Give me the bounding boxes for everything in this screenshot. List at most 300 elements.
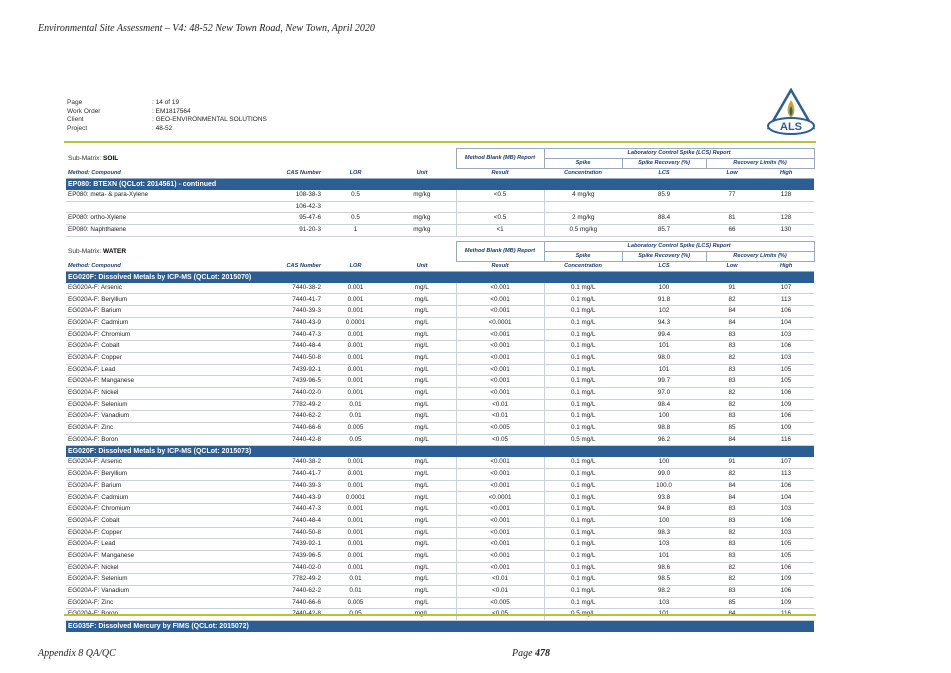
meta-value: : GEO-ENVIRONMENTAL SOLUTIONS (152, 116, 267, 124)
column-header-mb-result: Result (456, 261, 544, 271)
column-header-lor: LOR (323, 169, 388, 179)
table-row (66, 480, 814, 492)
mb-result: <0.001 (456, 387, 544, 399)
recovery-low (706, 201, 758, 213)
meta-label: Page (67, 99, 83, 106)
meta-row (67, 108, 267, 117)
cas-number: 7440-66-6 (216, 597, 323, 609)
mb-result: <0.01 (456, 399, 544, 411)
unit: mg/kg (388, 190, 456, 201)
lor: 0.001 (323, 515, 388, 527)
table-row (66, 317, 814, 329)
lor: 1 (323, 225, 388, 237)
table-row (66, 527, 814, 539)
recovery-high: 104 (758, 317, 814, 329)
als-logo (765, 88, 817, 138)
mb-result: <0.001 (456, 352, 544, 364)
meta-label: Client (67, 116, 84, 124)
meta-label: Work Order (67, 107, 101, 115)
lor: 0.001 (323, 527, 388, 539)
mb-result: <0.001 (456, 539, 544, 551)
compound: EG020A-F: Barium (66, 480, 216, 492)
column-header-high: High (758, 169, 814, 179)
lcs-recovery: 98.3 (622, 527, 706, 539)
recovery-high: 104 (758, 492, 814, 504)
lcs-recovery: 85.9 (622, 190, 706, 201)
recovery-low: 84 (706, 492, 758, 504)
table-row (66, 352, 814, 364)
page-number: Page 478 (512, 648, 551, 659)
spike-concentration: 0.1 mg/L (544, 504, 622, 516)
compound: EG020A-F: Zinc (66, 423, 216, 435)
spike-concentration: 0.1 mg/L (544, 283, 622, 294)
lcs-recovery: 98.6 (622, 562, 706, 574)
cas-number: 7440-50-8 (216, 527, 323, 539)
cas-number: 7440-62-2 (216, 585, 323, 597)
lor: 0.001 (323, 364, 388, 376)
mb-result: <0.001 (456, 480, 544, 492)
column-header-method: Method: Compound (66, 261, 216, 271)
mb-result: <0.05 (456, 434, 544, 446)
table-row (66, 399, 814, 411)
cas-number: 7440-38-2 (216, 457, 323, 468)
mb-result: <0.5 (456, 213, 544, 225)
cas-number: 7440-41-7 (216, 294, 323, 306)
spike-header: Spike (544, 159, 622, 169)
recovery-low: 82 (706, 574, 758, 586)
recovery-low: 82 (706, 469, 758, 481)
sub-matrix-label: Sub-Matrix: WATER (68, 247, 127, 255)
mb-result: <0.001 (456, 457, 544, 468)
lcs-recovery: 94.8 (622, 504, 706, 516)
compound: EG020A-F: Beryllium (66, 294, 216, 306)
lcs-recovery: 101 (622, 550, 706, 562)
lor: 0.001 (323, 562, 388, 574)
column-header-cas: CAS Number (216, 169, 323, 179)
spike-concentration: 0.1 mg/L (544, 492, 622, 504)
recovery-high: 107 (758, 457, 814, 468)
spike-concentration: 0.5 mg/L (544, 434, 622, 446)
unit: mg/kg (388, 225, 456, 237)
compound: EG020A-F: Lead (66, 539, 216, 551)
lor: 0.5 (323, 213, 388, 225)
lcs-recovery: 101 (622, 341, 706, 353)
mb-group-header: Method Blank (MB) Report (456, 241, 544, 261)
mb-result: <0.001 (456, 376, 544, 388)
mb-result: <0.0001 (456, 492, 544, 504)
recovery-high: 105 (758, 550, 814, 562)
cas-number: 7440-47-3 (216, 329, 323, 341)
recovery-low: 83 (706, 341, 758, 353)
cas-number: 95-47-6 (216, 213, 323, 225)
recovery-low: 84 (706, 306, 758, 318)
cas-number: 7440-43-9 (216, 492, 323, 504)
mb-result: <0.001 (456, 562, 544, 574)
meta-label: Project (67, 124, 88, 132)
recovery-high: 109 (758, 399, 814, 411)
unit: mg/L (388, 317, 456, 329)
spike-concentration: 0.1 mg/L (544, 597, 622, 609)
cas-number: 7439-92-1 (216, 539, 323, 551)
cas-number: 106-42-3 (216, 201, 323, 213)
unit: mg/L (388, 387, 456, 399)
group-header-row (66, 241, 814, 251)
unit: mg/L (388, 283, 456, 294)
compound: EG020A-F: Arsenic (66, 457, 216, 468)
mb-group-header: Method Blank (MB) Report (456, 149, 544, 169)
unit: mg/L (388, 376, 456, 388)
unit: mg/L (388, 585, 456, 597)
cas-number: 7782-49-2 (216, 574, 323, 586)
cas-number: 7439-96-5 (216, 376, 323, 388)
table-row (66, 585, 814, 597)
cas-number: 7440-02-0 (216, 562, 323, 574)
recovery-low: 82 (706, 527, 758, 539)
lor: 0.001 (323, 376, 388, 388)
column-header-lor: LOR (323, 261, 388, 271)
cas-number: 7440-39-3 (216, 480, 323, 492)
table-row (66, 294, 814, 306)
recovery-high: 103 (758, 504, 814, 516)
lcs-recovery: 98.0 (622, 352, 706, 364)
cas-number: 7439-96-5 (216, 550, 323, 562)
recovery-low: 83 (706, 585, 758, 597)
section-title: EP080: BTEXN (QCLot: 2014561) - continued (66, 179, 814, 191)
recovery-high: 105 (758, 376, 814, 388)
unit: mg/L (388, 504, 456, 516)
compound: EG020A-F: Selenium (66, 574, 216, 586)
lcs-recovery: 100 (622, 411, 706, 423)
recovery-low: 84 (706, 317, 758, 329)
compound (66, 201, 216, 213)
spike-concentration: 0.1 mg/L (544, 550, 622, 562)
column-header-mb-result: Result (456, 169, 544, 179)
recovery-low: 81 (706, 213, 758, 225)
table-row (66, 597, 814, 609)
lor: 0.5 (323, 190, 388, 201)
lcs-recovery: 85.7 (622, 225, 706, 237)
recovery-low: 83 (706, 376, 758, 388)
logo-text: ALS (780, 121, 802, 133)
cas-number: 7440-39-3 (216, 306, 323, 318)
compound: EP080: Naphthalene (66, 225, 216, 237)
cas-number: 7440-48-4 (216, 515, 323, 527)
unit: mg/L (388, 434, 456, 446)
lcs-recovery: 91.8 (622, 294, 706, 306)
cas-number: 7440-66-6 (216, 423, 323, 435)
mb-result: <0.001 (456, 515, 544, 527)
column-header-cas: CAS Number (216, 261, 323, 271)
compound: EP080: meta- & para-Xylene (66, 190, 216, 201)
recovery-high: 130 (758, 225, 814, 237)
recovery-high: 106 (758, 341, 814, 353)
column-header-unit: Unit (388, 169, 456, 179)
lcs-recovery: 98.5 (622, 574, 706, 586)
lcs-group-header: Laboratory Control Spike (LCS) Report (544, 149, 814, 159)
table-row (66, 201, 814, 213)
lor: 0.001 (323, 352, 388, 364)
qc-lot-section (66, 446, 814, 458)
unit: mg/L (388, 457, 456, 468)
spike-concentration: 0.5 mg/kg (544, 225, 622, 237)
recovery-high: 107 (758, 283, 814, 294)
table-row (66, 364, 814, 376)
recovery-low: 83 (706, 329, 758, 341)
compound: EG020A-F: Zinc (66, 597, 216, 609)
lor: 0.005 (323, 423, 388, 435)
lcs-recovery: 103 (622, 539, 706, 551)
recovery-low: 85 (706, 597, 758, 609)
mb-result: <0.005 (456, 597, 544, 609)
recovery-high: 103 (758, 329, 814, 341)
unit: mg/L (388, 306, 456, 318)
spike-concentration: 0.1 mg/L (544, 574, 622, 586)
lcs-recovery: 101 (622, 364, 706, 376)
lor: 0.001 (323, 550, 388, 562)
meta-row (67, 125, 267, 134)
spike-header: Spike (544, 251, 622, 261)
table-row (66, 550, 814, 562)
spike-concentration: 0.1 mg/L (544, 306, 622, 318)
compound: EG020A-F: Copper (66, 352, 216, 364)
lor: 0.001 (323, 457, 388, 468)
table-row (66, 387, 814, 399)
lor: 0.001 (323, 294, 388, 306)
unit: mg/L (388, 574, 456, 586)
lor: 0.001 (323, 306, 388, 318)
recovery-high: 105 (758, 539, 814, 551)
spike-recovery-header: Spike Recovery (%) (622, 251, 706, 261)
table-row (66, 329, 814, 341)
column-header-row (66, 261, 814, 271)
recovery-high: 113 (758, 294, 814, 306)
compound: EG020A-F: Nickel (66, 562, 216, 574)
lor (323, 201, 388, 213)
lcs-recovery: 88.4 (622, 213, 706, 225)
compound: EG020A-F: Vanadium (66, 585, 216, 597)
recovery-high: 106 (758, 515, 814, 527)
mb-result: <1 (456, 225, 544, 237)
report-metadata (67, 99, 267, 133)
table-row (66, 411, 814, 423)
spike-concentration: 0.1 mg/L (544, 539, 622, 551)
unit: mg/L (388, 352, 456, 364)
spike-concentration: 0.1 mg/L (544, 515, 622, 527)
unit: mg/L (388, 329, 456, 341)
compound: EG020A-F: Boron (66, 434, 216, 446)
lor: 0.001 (323, 341, 388, 353)
lcs-recovery: 94.3 (622, 317, 706, 329)
lcs-recovery: 99.7 (622, 376, 706, 388)
lor: 0.005 (323, 597, 388, 609)
spike-concentration: 0.1 mg/L (544, 527, 622, 539)
unit: mg/L (388, 399, 456, 411)
recovery-high: 106 (758, 585, 814, 597)
table-row (66, 539, 814, 551)
spike-concentration: 0.1 mg/L (544, 352, 622, 364)
column-header-spike-conc: Concentration (544, 169, 622, 179)
recovery-low: 82 (706, 399, 758, 411)
meta-row (67, 116, 267, 125)
column-header-unit: Unit (388, 261, 456, 271)
meta-value: : EM1817564 (152, 107, 191, 115)
section-title: EG020F: Dissolved Metals by ICP-MS (QCLot: 2015070) (66, 271, 814, 283)
recovery-high: 109 (758, 597, 814, 609)
unit: mg/L (388, 550, 456, 562)
recovery-limits-header: Recovery Limits (%) (706, 251, 814, 261)
spike-concentration: 0.1 mg/L (544, 317, 622, 329)
column-header-method: Method: Compound (66, 169, 216, 179)
unit: mg/L (388, 527, 456, 539)
recovery-high: 103 (758, 352, 814, 364)
section-title: EG020F: Dissolved Metals by ICP-MS (QCLot: 2015073) (66, 446, 814, 458)
lor: 0.001 (323, 283, 388, 294)
cas-number: 7440-48-4 (216, 341, 323, 353)
mb-result: <0.0001 (456, 317, 544, 329)
column-header-spike-conc: Concentration (544, 261, 622, 271)
recovery-low: 83 (706, 504, 758, 516)
spike-concentration: 2 mg/kg (544, 213, 622, 225)
recovery-low: 82 (706, 562, 758, 574)
mb-result: <0.001 (456, 283, 544, 294)
lcs-recovery: 98.2 (622, 585, 706, 597)
recovery-high: 106 (758, 387, 814, 399)
compound: EG020A-F: Lead (66, 364, 216, 376)
recovery-high: 128 (758, 190, 814, 201)
mb-result: <0.001 (456, 341, 544, 353)
table-row (66, 504, 814, 516)
lcs-recovery: 102 (622, 306, 706, 318)
spike-concentration: 0.1 mg/L (544, 562, 622, 574)
lor: 0.01 (323, 585, 388, 597)
lor: 0.001 (323, 504, 388, 516)
compound: EG020A-F: Selenium (66, 399, 216, 411)
mb-result: <0.01 (456, 574, 544, 586)
recovery-low: 83 (706, 550, 758, 562)
compound: EG020A-F: Cobalt (66, 515, 216, 527)
spike-concentration: 0.1 mg/L (544, 364, 622, 376)
lcs-recovery: 100 (622, 515, 706, 527)
recovery-low: 83 (706, 539, 758, 551)
spike-concentration (544, 201, 622, 213)
compound: EG020A-F: Chromium (66, 329, 216, 341)
spike-concentration: 0.1 mg/L (544, 329, 622, 341)
mb-result: <0.005 (456, 423, 544, 435)
mb-result (456, 201, 544, 213)
recovery-low: 91 (706, 457, 758, 468)
top-rule (64, 141, 816, 143)
spike-concentration: 0.1 mg/L (544, 341, 622, 353)
unit: mg/L (388, 469, 456, 481)
recovery-high: 128 (758, 213, 814, 225)
cas-number: 108-38-3 (216, 190, 323, 201)
cas-number: 7439-92-1 (216, 364, 323, 376)
recovery-low: 66 (706, 225, 758, 237)
recovery-high: 116 (758, 434, 814, 446)
unit: mg/L (388, 364, 456, 376)
recovery-low: 84 (706, 434, 758, 446)
lcs-recovery: 93.8 (622, 492, 706, 504)
recovery-high (758, 201, 814, 213)
cas-number: 7782-49-2 (216, 399, 323, 411)
mb-result: <0.5 (456, 190, 544, 201)
bottom-rule (64, 614, 816, 616)
recovery-low: 91 (706, 283, 758, 294)
recovery-low: 82 (706, 294, 758, 306)
lor: 0.01 (323, 411, 388, 423)
recovery-low: 82 (706, 387, 758, 399)
lcs-recovery: 96.2 (622, 434, 706, 446)
lor: 0.001 (323, 469, 388, 481)
spike-concentration: 0.1 mg/L (544, 480, 622, 492)
compound: EG020A-F: Manganese (66, 550, 216, 562)
spike-concentration: 0.1 mg/L (544, 399, 622, 411)
appendix-label: Appendix 8 QA/QC (38, 648, 116, 659)
cas-number: 7440-43-9 (216, 317, 323, 329)
unit: mg/kg (388, 213, 456, 225)
qc-report-table (66, 148, 814, 632)
lor: 0.05 (323, 434, 388, 446)
column-header-lcs: LCS (622, 169, 706, 179)
column-header-lcs: LCS (622, 261, 706, 271)
table-row (66, 376, 814, 388)
recovery-high: 113 (758, 469, 814, 481)
recovery-low: 85 (706, 423, 758, 435)
lor: 0.01 (323, 399, 388, 411)
unit (388, 201, 456, 213)
cas-number: 7440-42-8 (216, 434, 323, 446)
mb-result: <0.001 (456, 329, 544, 341)
mb-result: <0.001 (456, 550, 544, 562)
meta-row (67, 99, 267, 108)
unit: mg/L (388, 562, 456, 574)
compound: EG020A-F: Cadmium (66, 317, 216, 329)
recovery-high: 105 (758, 364, 814, 376)
cas-number: 7440-47-3 (216, 504, 323, 516)
column-header-high: High (758, 261, 814, 271)
table-row (66, 492, 814, 504)
lcs-recovery: 99.0 (622, 469, 706, 481)
lcs-recovery: 99.4 (622, 329, 706, 341)
lor: 0.001 (323, 387, 388, 399)
column-header-row (66, 169, 814, 179)
unit: mg/L (388, 539, 456, 551)
recovery-low: 83 (706, 515, 758, 527)
section-title: EG035F: Dissolved Mercury by FIMS (QCLot: 2015072) (66, 621, 814, 633)
table-row (66, 225, 814, 237)
lor: 0.0001 (323, 317, 388, 329)
unit: mg/L (388, 411, 456, 423)
cas-number: 7440-50-8 (216, 352, 323, 364)
unit: mg/L (388, 294, 456, 306)
cas-number: 91-20-3 (216, 225, 323, 237)
recovery-limits-header: Recovery Limits (%) (706, 159, 814, 169)
matrix-name: SOIL (103, 155, 119, 162)
table-row (66, 190, 814, 201)
unit: mg/L (388, 341, 456, 353)
lcs-recovery: 100.0 (622, 480, 706, 492)
spike-concentration: 0.1 mg/L (544, 423, 622, 435)
mb-result: <0.001 (456, 469, 544, 481)
unit: mg/L (388, 515, 456, 527)
lcs-group-header: Laboratory Control Spike (LCS) Report (544, 241, 814, 251)
sub-matrix-label: Sub-Matrix: SOIL (68, 155, 119, 162)
mb-result: <0.001 (456, 364, 544, 376)
spike-concentration: 0.1 mg/L (544, 469, 622, 481)
recovery-high: 106 (758, 480, 814, 492)
lcs-recovery (622, 201, 706, 213)
cas-number: 7440-02-0 (216, 387, 323, 399)
